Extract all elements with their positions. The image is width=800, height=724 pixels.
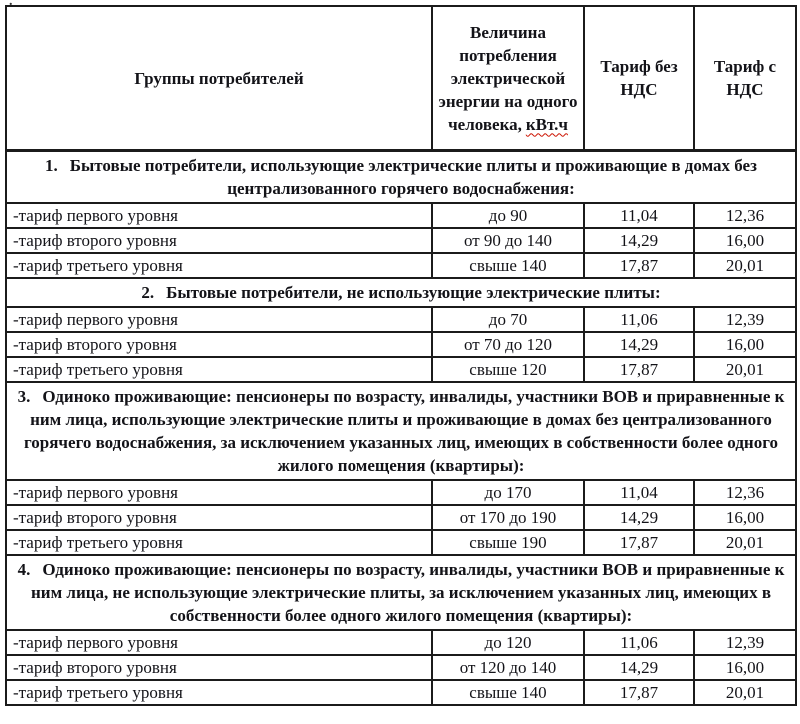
tariff-vat-cell: 12,36 (694, 480, 796, 505)
header-row (6, 6, 796, 151)
consumer-group-cell: -тариф второго уровня (6, 655, 432, 680)
table-row (6, 253, 796, 278)
consumption-cell: от 70 до 120 (432, 332, 584, 357)
consumption-header-text: Величина потребления электрической энергии на одного человека, (438, 22, 578, 134)
section-title-text: Одиноко проживающие: пенсионеры по возрасту, инвалиды, участники ВОВ и приравненные к ним лица, не использующие электрические плиты, за исключением указанных лиц, имеющих в собственности более одного жилого помещения (квартиры): (30, 560, 785, 625)
section-title (6, 151, 796, 204)
table-row (6, 228, 796, 253)
col-header-tariff-vat: Тариф с НДС (694, 6, 796, 151)
consumption-cell: до 120 (432, 630, 584, 655)
tariff-no-vat-cell: 17,87 (584, 357, 694, 382)
stray-text-fragment: . (9, 0, 13, 9)
consumer-group-cell: -тариф второго уровня (6, 505, 432, 530)
consumer-group-cell: -тариф третьего уровня (6, 680, 432, 705)
consumption-cell: от 170 до 190 (432, 505, 584, 530)
consumption-cell: свыше 140 (432, 253, 584, 278)
consumption-cell: свыше 140 (432, 680, 584, 705)
tariff-vat-cell: 12,39 (694, 307, 796, 332)
consumption-cell: до 170 (432, 480, 584, 505)
tariff-no-vat-cell: 14,29 (584, 228, 694, 253)
table-row (6, 505, 796, 530)
tariff-vat-cell: 12,36 (694, 203, 796, 228)
consumption-cell: свыше 120 (432, 357, 584, 382)
tariff-vat-cell: 16,00 (694, 505, 796, 530)
table-row (6, 307, 796, 332)
tariff-vat-cell: 16,00 (694, 655, 796, 680)
table-row (6, 332, 796, 357)
section-title (6, 382, 796, 480)
tariff-no-vat-cell: 17,87 (584, 680, 694, 705)
tariff-vat-cell: 20,01 (694, 530, 796, 555)
consumer-group-cell: -тариф первого уровня (6, 307, 432, 332)
consumption-cell: от 120 до 140 (432, 655, 584, 680)
consumption-cell: до 70 (432, 307, 584, 332)
tariff-no-vat-cell: 14,29 (584, 332, 694, 357)
section-title-text: Одиноко проживающие: пенсионеры по возрасту, инвалиды, участники ВОВ и приравненные к ним лица, использующие электрические плиты и проживающие в домах без централизованного горячего водоснабжения, за исключением указанных лиц, имеющих в собственности более одного жилого помещения (квартиры): (23, 387, 785, 475)
table-row (6, 203, 796, 228)
consumer-group-cell: -тариф первого уровня (6, 203, 432, 228)
section-title-text: Бытовые потребители, использующие электрические плиты и проживающие в домах без централизованного горячего водоснабжения: (69, 156, 757, 198)
tariff-vat-cell: 20,01 (694, 680, 796, 705)
tariff-vat-cell: 20,01 (694, 357, 796, 382)
section-title-text: Бытовые потребители, не использующие электрические плиты: (166, 283, 661, 302)
section-number: 3. (17, 387, 31, 406)
table-body (6, 151, 796, 706)
tariff-no-vat-cell: 17,87 (584, 253, 694, 278)
consumer-group-cell: -тариф второго уровня (6, 228, 432, 253)
tariff-no-vat-cell: 11,04 (584, 480, 694, 505)
consumer-group-cell: -тариф третьего уровня (6, 530, 432, 555)
consumption-cell: до 90 (432, 203, 584, 228)
table-row (6, 655, 796, 680)
section-header-row (6, 555, 796, 630)
kwh-unit-label: кВт.ч (525, 114, 568, 134)
table-row (6, 530, 796, 555)
table-row (6, 357, 796, 382)
table-row (6, 630, 796, 655)
consumer-group-cell: -тариф второго уровня (6, 332, 432, 357)
tariff-vat-cell: 16,00 (694, 332, 796, 357)
table-row (6, 480, 796, 505)
table-row (6, 680, 796, 705)
col-header-consumption (432, 6, 584, 151)
tariff-no-vat-cell: 11,06 (584, 630, 694, 655)
tariff-vat-cell: 12,39 (694, 630, 796, 655)
consumer-group-cell: -тариф первого уровня (6, 630, 432, 655)
section-number: 4. (17, 560, 31, 579)
section-number: 2. (141, 283, 155, 302)
consumer-group-cell: -тариф первого уровня (6, 480, 432, 505)
tariff-table (5, 5, 797, 706)
section-header-row (6, 151, 796, 204)
section-title (6, 555, 796, 630)
tariff-no-vat-cell: 17,87 (584, 530, 694, 555)
consumer-group-cell: -тариф третьего уровня (6, 357, 432, 382)
tariff-vat-cell: 16,00 (694, 228, 796, 253)
tariff-no-vat-cell: 11,06 (584, 307, 694, 332)
col-header-tariff-no-vat: Тариф без НДС (584, 6, 694, 151)
consumption-cell: от 90 до 140 (432, 228, 584, 253)
consumption-cell: свыше 190 (432, 530, 584, 555)
section-header-row (6, 382, 796, 480)
tariff-vat-cell: 20,01 (694, 253, 796, 278)
consumer-group-cell: -тариф третьего уровня (6, 253, 432, 278)
section-number: 1. (45, 156, 58, 175)
tariff-no-vat-cell: 14,29 (584, 655, 694, 680)
tariff-no-vat-cell: 14,29 (584, 505, 694, 530)
section-header-row (6, 278, 796, 307)
col-header-consumer-groups: Группы потребителей (6, 6, 432, 151)
section-title (6, 278, 796, 307)
tariff-no-vat-cell: 11,04 (584, 203, 694, 228)
